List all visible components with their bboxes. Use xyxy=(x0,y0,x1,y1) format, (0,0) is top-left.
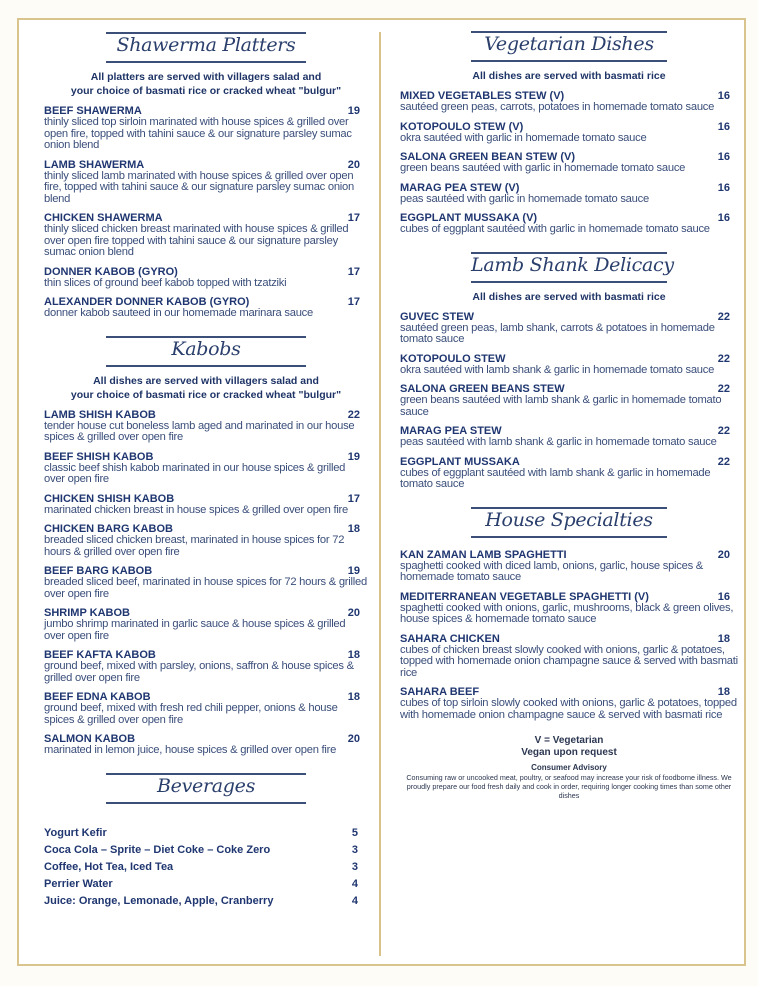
item-description: sautéed green peas, carrots, potatoes in homemade tomato sauce xyxy=(400,101,715,113)
beverage-name: Perrier Water xyxy=(44,877,113,890)
item-name: EGGPLANT MUSSAKA xyxy=(400,455,520,468)
item-name: CHICKEN SHAWERMA xyxy=(44,212,163,224)
item-description: marinated in lemon juice, house spices & grilled over open fire xyxy=(44,744,337,756)
item-name: MIXED VEGETABLES STEW (V) xyxy=(400,90,565,102)
intro-line: All dishes are served with basmati rice xyxy=(472,290,666,303)
section-header xyxy=(471,250,674,284)
vegan-note: Vegan upon request xyxy=(521,747,617,758)
item-name: BEEF BARG KABOB xyxy=(44,565,153,577)
section-header xyxy=(106,771,306,805)
item-name: BEEF SHAWERMA xyxy=(44,105,142,117)
item-name: BEEF SHISH KABOB xyxy=(44,450,154,463)
section-intro xyxy=(44,70,368,98)
item-price: 16 xyxy=(717,590,730,603)
item-price: 20 xyxy=(347,158,360,171)
menu-item xyxy=(400,425,738,449)
menu-item xyxy=(44,493,368,517)
rule-line xyxy=(106,365,306,367)
item-name: KAN ZAMAN LAMB SPAGHETTI xyxy=(400,548,567,561)
menu-item xyxy=(44,105,368,152)
rule-line xyxy=(106,773,306,775)
item-description: ground beef, mixed with parsley, onions, saffron & house spices & grilled over open fire xyxy=(44,660,354,684)
intro-line: All dishes are served with villagers salad and xyxy=(93,374,319,387)
beverage-item xyxy=(44,842,368,859)
item-description: donner kabob sauteed in our homemade marinara sauce xyxy=(44,307,313,319)
item-name: SALONA GREEN BEAN STEW (V) xyxy=(400,151,575,163)
rule-line xyxy=(471,281,667,283)
menu-item xyxy=(400,182,738,206)
item-name: CHICKEN SHISH KABOB xyxy=(44,492,175,505)
section-vegetarian-dishes xyxy=(400,29,738,236)
section-house-specialties xyxy=(400,505,738,722)
item-price: 18 xyxy=(347,523,360,535)
item-description: cubes of eggplant sautéed with garlic in homemade tomato sauce xyxy=(400,223,710,235)
item-price: 22 xyxy=(717,425,730,437)
beverage-item xyxy=(44,893,368,910)
item-price: 20 xyxy=(347,607,360,619)
section-title: Kabobs xyxy=(171,337,241,360)
intro-line: your choice of basmati rice or cracked wheat "bulgur" xyxy=(70,85,342,97)
section-shawerma-platters xyxy=(44,30,368,320)
item-description: breaded sliced beef, marinated in house spices for 72 hours & grilled over open fire xyxy=(44,576,367,600)
item-price: 17 xyxy=(347,296,360,308)
item-description: thin slices of ground beef kabob topped with tzatziki xyxy=(44,276,287,289)
section-intro xyxy=(400,69,738,83)
item-price: 16 xyxy=(717,181,730,194)
menu-item xyxy=(400,591,738,626)
rule-line xyxy=(471,60,667,62)
section-title: Beverages xyxy=(156,774,256,797)
item-price: 22 xyxy=(347,408,360,421)
menu-item xyxy=(44,733,368,757)
item-price: 19 xyxy=(347,450,360,463)
beverage-price: 5 xyxy=(351,826,358,839)
rule-line xyxy=(106,32,306,34)
item-price: 20 xyxy=(717,548,730,561)
item-description: peas sautéed with lamb shank & garlic in homemade tomato sauce xyxy=(400,436,717,448)
item-description: cubes of top sirloin slowly cooked with onions, garlic & potatoes, topped with homemade onion champagne sauce & served with basmati rice xyxy=(400,697,737,721)
item-price: 18 xyxy=(347,691,360,703)
item-price: 20 xyxy=(347,733,360,745)
item-name: GUVEC STEW xyxy=(400,310,474,323)
section-intro xyxy=(44,374,368,402)
intro-line: All dishes are served with basmati rice xyxy=(472,70,666,82)
column-divider xyxy=(379,32,381,956)
beverage-price: 3 xyxy=(351,843,358,856)
intro-line: All platters are served with villagers salad and xyxy=(90,71,322,83)
item-price: 18 xyxy=(717,632,730,645)
section-header xyxy=(471,505,667,539)
item-description: peas sautéed with garlic in homemade tomato sauce xyxy=(400,192,649,205)
item-name: SALONA GREEN BEANS STEW xyxy=(400,383,565,395)
beverage-item xyxy=(44,876,368,893)
item-name: EGGPLANT MUSSAKA (V) xyxy=(400,212,538,224)
beverage-item xyxy=(44,825,368,842)
item-price: 16 xyxy=(717,151,730,163)
beverage-price: 4 xyxy=(351,877,358,890)
rule-line xyxy=(106,336,306,338)
item-price: 17 xyxy=(347,265,360,278)
item-name: DONNER KABOB (GYRO) xyxy=(44,265,178,278)
rule-line xyxy=(471,252,667,254)
item-price: 18 xyxy=(347,649,360,661)
item-description: marinated chicken breast in house spices & grilled over open fire xyxy=(44,503,349,516)
item-description: okra sautéed with garlic in homemade tomato sauce xyxy=(400,131,647,144)
section-header xyxy=(106,334,306,368)
menu-item xyxy=(400,90,738,114)
item-price: 22 xyxy=(717,383,730,395)
item-name: BEEF KAFTA KABOB xyxy=(44,649,156,661)
right-column xyxy=(400,29,738,800)
item-name: MEDITERRANEAN VEGETABLE SPAGHETTI (V) xyxy=(400,590,649,603)
item-price: 22 xyxy=(717,455,730,468)
beverage-price: 4 xyxy=(351,894,358,907)
item-name: SALMON KABOB xyxy=(44,733,136,745)
section-kabobs xyxy=(44,334,368,757)
left-column xyxy=(44,30,368,910)
item-description: okra sautéed with lamb shank & garlic in homemade tomato sauce xyxy=(400,363,715,376)
menu-item xyxy=(44,649,368,684)
item-price: 16 xyxy=(717,90,730,102)
rule-line xyxy=(106,802,306,804)
section-header xyxy=(471,29,667,63)
section-title: Vegetarian Dishes xyxy=(484,33,654,55)
menu-item xyxy=(400,353,738,377)
item-description: breaded sliced chicken breast, marinated in house spices for 72 hours & grilled over open fire xyxy=(44,534,345,558)
item-price: 16 xyxy=(717,212,730,224)
item-name: ALEXANDER DONNER KABOB (GYRO) xyxy=(44,296,250,308)
section-intro xyxy=(400,290,738,304)
item-price: 18 xyxy=(717,686,730,698)
rule-line xyxy=(471,507,667,509)
section-title: House Specialties xyxy=(485,508,653,531)
item-price: 22 xyxy=(717,310,730,323)
item-description: ground beef, mixed with fresh red chili pepper, onions & house spices & grilled over open fire xyxy=(44,702,338,726)
menu-item xyxy=(44,691,368,726)
item-description: thinly sliced top sirloin marinated with house spices & grilled over open fire, topped with tahini sauce & our signature parsley sumac onion blend xyxy=(44,116,352,151)
item-description: cubes of chicken breast slowly cooked with onions, garlic & potatoes, topped with homemade onion champagne sauce & served with basmati rice xyxy=(400,643,738,679)
intro-line: your choice of basmati rice or cracked wheat "bulgur" xyxy=(70,388,342,401)
item-name: CHICKEN BARG KABOB xyxy=(44,523,173,535)
menu-item xyxy=(400,121,738,145)
item-description: spaghetti cooked with diced lamb, onions, garlic, house spices & homemade tomato sauce xyxy=(400,559,704,583)
menu-item xyxy=(400,633,738,680)
item-name: BEEF EDNA KABOB xyxy=(44,691,151,703)
section-title: Shawerma Platters xyxy=(116,34,296,56)
section-header xyxy=(106,30,306,64)
item-name: KOTOPOULO STEW xyxy=(400,352,506,365)
item-price: 19 xyxy=(347,105,360,117)
menu-item xyxy=(44,296,368,320)
item-name: MARAG PEA STEW (V) xyxy=(400,181,520,194)
menu-item xyxy=(44,159,368,206)
menu-item xyxy=(400,456,738,491)
menu-item xyxy=(400,549,738,584)
item-name: SAHARA BEEF xyxy=(400,686,480,698)
vegetarian-legend: V = Vegetarian xyxy=(534,735,604,746)
advisory-title: Consumer Advisory xyxy=(531,763,607,772)
item-name: LAMB SHAWERMA xyxy=(44,158,145,171)
menu-item xyxy=(44,451,368,486)
rule-line xyxy=(106,61,306,63)
section-beverages xyxy=(44,771,368,910)
item-description: green beans sautéed with lamb shank & garlic in homemade tomato sauce xyxy=(400,394,722,418)
menu-item xyxy=(44,565,368,600)
section-title: Lamb Shank Delicacy xyxy=(471,253,674,276)
beverage-name: Coffee, Hot Tea, Iced Tea xyxy=(44,860,174,873)
beverage-name: Coca Cola – Sprite – Diet Coke – Coke Zero xyxy=(44,843,271,856)
menu-item xyxy=(44,607,368,642)
menu-item xyxy=(44,409,368,444)
menu-item xyxy=(400,383,738,418)
item-description: thinly sliced chicken breast marinated with house spices & grilled over open fire topped with tahini sauce & our signature parsley sumac onion blend xyxy=(44,223,349,258)
item-description: sautéed green peas, lamb shank, carrots & potatoes in homemade tomato sauce xyxy=(400,321,715,345)
menu-item xyxy=(44,266,368,290)
item-description: cubes of eggplant sautéed with lamb shank & garlic in homemade tomato sauce xyxy=(400,466,711,490)
item-description: thinly sliced lamb marinated with house spices & grilled over open fire, topped with tahini sauce & our signature parsley sumac onion blend xyxy=(44,169,354,205)
item-name: SAHARA CHICKEN xyxy=(400,632,500,645)
item-description: green beans sautéed with garlic in homemade tomato sauce xyxy=(400,162,686,174)
item-description: tender house cut boneless lamb aged and marinated in our house spices & grilled over open fire xyxy=(44,419,355,443)
menu-item xyxy=(400,151,738,175)
item-name: LAMB SHISH KABOB xyxy=(44,408,156,421)
item-price: 22 xyxy=(717,352,730,365)
rule-line xyxy=(471,31,667,33)
section-lamb-shank-delicacy xyxy=(400,250,738,491)
item-price: 17 xyxy=(347,212,360,224)
beverage-price: 3 xyxy=(351,860,358,873)
menu-item xyxy=(400,212,738,236)
item-price: 17 xyxy=(347,492,360,505)
beverage-item xyxy=(44,859,368,876)
item-description: spaghetti cooked with onions, garlic, mushrooms, black & green olives, house spices & homemade tomato sauce xyxy=(400,601,734,625)
menu-item xyxy=(400,686,738,721)
menu-item xyxy=(44,212,368,259)
footer-notes xyxy=(400,735,738,800)
menu-item xyxy=(400,311,738,346)
menu-item xyxy=(44,523,368,558)
item-price: 19 xyxy=(347,565,360,577)
item-name: MARAG PEA STEW xyxy=(400,425,502,437)
item-description: classic beef shish kabob marinated in our house spices & grilled over open fire xyxy=(44,461,346,485)
item-description: jumbo shrimp marinated in garlic sauce & house spices & grilled over open fire xyxy=(44,618,346,642)
item-name: KOTOPOULO STEW (V) xyxy=(400,120,524,133)
beverage-name: Yogurt Kefir xyxy=(44,826,107,839)
rule-line xyxy=(471,536,667,538)
advisory-text: Consuming raw or uncooked meat, poultry, or seafood may increase your risk of foodborne illness. We proudly prepare our food fresh daily and cook in order, requiring longer cooking times than some other dishes xyxy=(406,773,732,800)
item-name: SHRIMP KABOB xyxy=(44,607,130,619)
item-price: 16 xyxy=(717,120,730,133)
beverage-name: Juice: Orange, Lemonade, Apple, Cranberry xyxy=(44,894,274,907)
